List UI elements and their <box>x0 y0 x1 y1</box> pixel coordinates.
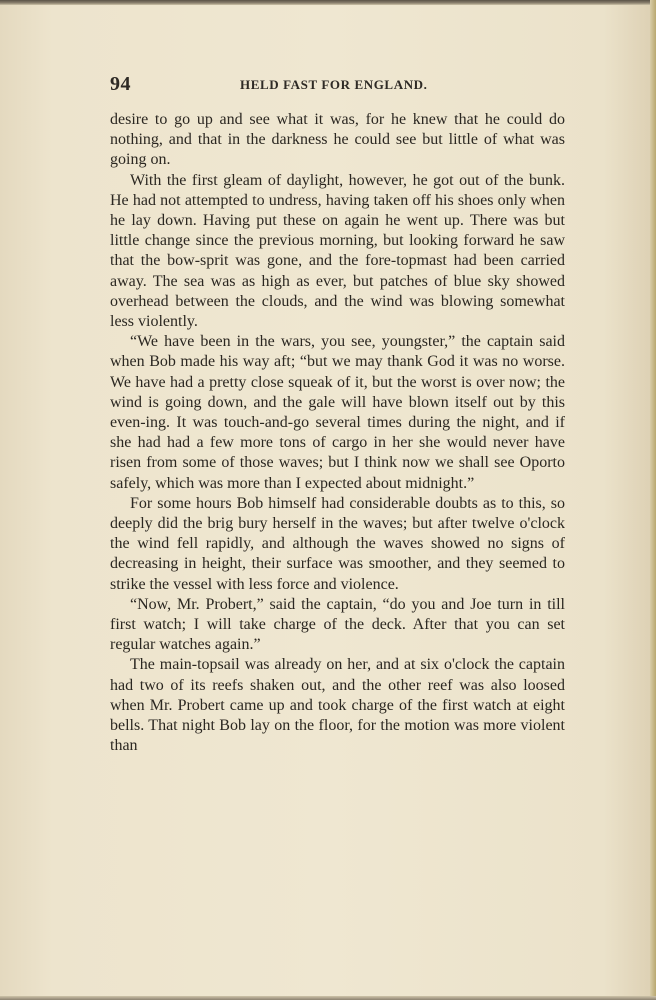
body-text <box>110 110 565 757</box>
page-number: 94 <box>110 73 131 95</box>
paragraph-2: With the first gleam of daylight, however, he got out of the bunk. He had not attempted to undress, having taken off his shoes only when he lay down. Having put these on again he went up. There was but little change since the previous morning, but looking forward he saw that the bow-sprit was gone, and the fore-topmast had been carried away. The sea was as high as ever, but patches of blue sky showed overhead between the clouds, and the wind was blowing somewhat less violently. <box>110 171 565 331</box>
page-header <box>110 73 565 97</box>
paragraph-6: The main-topsail was already on her, and at six o'clock the captain had two of its reefs shaken out, and the other reef was also loosed when Mr. Probert came up and took charge of the first watch at eight bells. That night Bob lay on the floor, for the motion was more violent than <box>110 656 565 755</box>
paragraph-4: For some hours Bob himself had considerable doubts as to this, so deeply did the brig bury herself in the waves; but after twelve o'clock the wind fell rapidly, and although the waves showed no signs of decreasing in height, their surface was smoother, and they seemed to strike the vessel with less force and violence. <box>110 494 565 593</box>
running-title: HELD FAST FOR ENGLAND. <box>240 77 428 92</box>
paragraph-1: desire to go up and see what it was, for he knew that he could do nothing, and that in the darkness he could see but little of what was going on. <box>110 111 565 169</box>
page-bottom-edge <box>0 996 656 1000</box>
paragraph-5: “Now, Mr. Probert,” said the captain, “do you and Joe turn in till first watch; I will take charge of the deck. After that you can set regular watches again.” <box>110 595 565 654</box>
paragraph-3: “We have been in the wars, you see, youngster,” the captain said when Bob made his way aft; “but we may thank God it was no worse. We have had a pretty close squeak of it, but the worst is over now; the wind is going down, and the gale will have blown itself out by this even-ing. It was touch-and-go several times during the night, and if she had had a few more tons of cargo in her she would never have risen from some of those waves; but I think now we shall see Oporto safely, which was more than I expected about midnight.” <box>110 333 565 492</box>
page-right-edge <box>650 0 656 1000</box>
page-top-edge <box>0 0 656 5</box>
